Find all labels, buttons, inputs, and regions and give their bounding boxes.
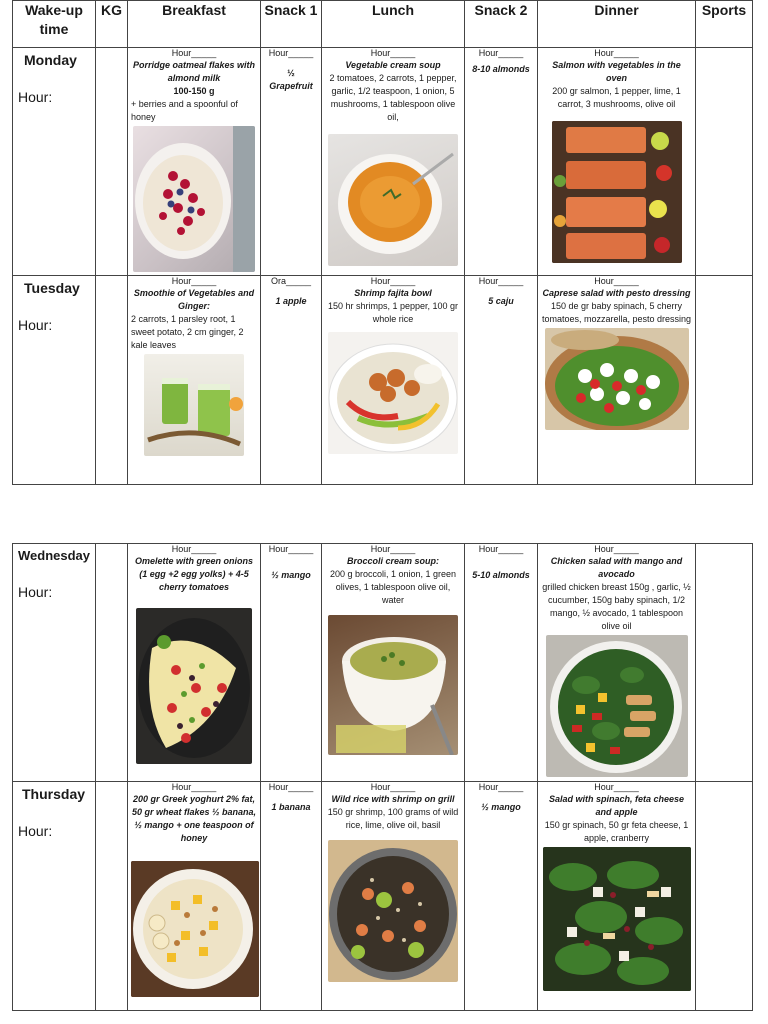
monday-sports-cell[interactable]	[696, 48, 753, 276]
snack-value: 1 banana	[271, 802, 311, 812]
header-snack1: Snack 1	[261, 1, 322, 48]
snack-value: 8-10 almonds	[472, 64, 530, 74]
tuesday-lunch-cell[interactable]	[322, 276, 465, 485]
wednesday-snack1-cell[interactable]	[261, 544, 322, 782]
row-wednesday	[13, 544, 753, 782]
header-wakeup: Wake-up time	[13, 1, 96, 48]
snack-value: 5 caju	[488, 296, 514, 306]
meal-title: Omelette with green onions (1 egg +2 egg yolks) + 4-5 cherry tomatoes	[134, 556, 253, 592]
monday-day-cell[interactable]	[13, 48, 96, 276]
green-smoothie-photo	[144, 354, 244, 456]
day-name: Monday	[24, 52, 77, 68]
hour-blank: Hour_____	[370, 48, 416, 58]
meal-desc: 2 carrots, 1 parsley root, 1 sweet potato, 2 cm ginger, 2 kale leaves	[131, 314, 244, 350]
wednesday-dinner-cell[interactable]	[538, 544, 696, 782]
meal-title: Caprese salad with pesto dressing	[542, 288, 691, 298]
spinach-feta-apple-salad-photo	[543, 847, 691, 991]
day-name: Wednesday	[18, 548, 91, 563]
meal-title: Salad with spinach, feta cheese and apple	[548, 794, 685, 817]
hour-blank: Hour_____	[268, 782, 314, 792]
meal-desc: 200 g broccoli, 1 onion, 1 green olives, 1 tablespoon olive oil, water	[329, 569, 457, 605]
meal-title: Salmon with vegetables in the oven	[552, 60, 681, 83]
row-monday	[13, 48, 753, 276]
wakeup-hour-label: Hour:	[18, 584, 53, 600]
omelette-photo	[136, 608, 252, 764]
monday-lunch-cell[interactable]	[322, 48, 465, 276]
caprese-salad-photo	[545, 328, 689, 430]
hour-blank: Hour_____	[478, 276, 524, 286]
tuesday-snack2-cell[interactable]	[465, 276, 538, 485]
tuesday-day-cell[interactable]	[13, 276, 96, 485]
snack-value: 1 apple	[275, 296, 307, 306]
salmon-vegetables-photo	[552, 121, 682, 263]
hour-blank: Hour_____	[594, 276, 639, 286]
meal-title: Shrimp fajita bowl	[354, 288, 432, 298]
hour-blank: Hour_____	[478, 48, 524, 58]
header-lunch: Lunch	[322, 1, 465, 48]
header-kg: KG	[96, 1, 128, 48]
thursday-kg-cell[interactable]	[96, 782, 128, 1011]
snack-value: ½ mango	[271, 570, 311, 580]
thursday-day-cell[interactable]	[13, 782, 96, 1011]
wednesday-snack2-cell[interactable]	[465, 544, 538, 782]
header-breakfast: Breakfast	[128, 1, 261, 48]
hour-blank: Hour_____	[594, 544, 639, 554]
thursday-snack1-cell[interactable]	[261, 782, 322, 1011]
meal-desc: 150 hr shrimps, 1 pepper, 100 gr whole rice	[327, 301, 459, 324]
header-row	[13, 1, 753, 48]
shrimp-fajita-bowl-photo	[328, 332, 458, 454]
row-tuesday	[13, 276, 753, 485]
hour-blank: Hour_____	[478, 782, 524, 792]
snack-value: 5-10 almonds	[472, 570, 530, 580]
wednesday-kg-cell[interactable]	[96, 544, 128, 782]
monday-breakfast-cell[interactable]	[128, 48, 261, 276]
hour-blank: Hour_____	[268, 48, 314, 58]
monday-snack1-cell[interactable]	[261, 48, 322, 276]
meal-title: Wild rice with shrimp on grill	[331, 794, 455, 804]
meal-title: Broccoli cream soup:	[346, 556, 440, 566]
hour-blank: Hour_____	[171, 544, 217, 554]
row-thursday	[13, 782, 753, 1011]
thursday-lunch-cell[interactable]	[322, 782, 465, 1011]
wednesday-lunch-cell[interactable]	[322, 544, 465, 782]
tuesday-dinner-cell[interactable]	[538, 276, 696, 485]
chicken-mango-salad-photo	[546, 635, 688, 777]
hour-blank: Hour_____	[594, 782, 639, 792]
hour-blank: Hour_____	[370, 544, 416, 554]
snack-half: ½	[287, 68, 295, 78]
meal-desc: 150 de gr baby spinach, 5 cherry tomatoes, mozzarella, pesto dressing	[541, 301, 692, 324]
meal-desc: + berries and a spoonful of honey	[131, 99, 238, 122]
broccoli-soup-photo	[328, 615, 458, 755]
day-name: Tuesday	[24, 280, 80, 296]
tuesday-kg-cell[interactable]	[96, 276, 128, 485]
thursday-sports-cell[interactable]	[696, 782, 753, 1011]
hour-blank: Hour_____	[594, 48, 639, 58]
wakeup-hour-label: Hour:	[18, 317, 53, 333]
meal-plan-table-week-part-1	[12, 0, 753, 485]
meal-desc: 2 tomatoes, 2 carrots, 1 pepper, garlic, 1/2 teaspoon, 1 onion, 5 mushrooms, 1 tablespoon olive oil,	[329, 73, 457, 122]
hour-blank: Hour_____	[478, 544, 524, 554]
wednesday-day-cell[interactable]	[13, 544, 96, 782]
tuesday-snack1-cell[interactable]	[261, 276, 322, 485]
day-name: Thursday	[22, 786, 86, 802]
wednesday-breakfast-cell[interactable]	[128, 544, 261, 782]
wakeup-hour-label: Hour:	[18, 823, 53, 839]
hour-blank: Hour_____	[268, 544, 314, 554]
thursday-dinner-cell[interactable]	[538, 782, 696, 1011]
hour-blank: Hour_____	[171, 276, 217, 286]
meal-title: Vegetable cream soup	[345, 60, 441, 70]
meal-quantity: 100-150 g	[173, 86, 215, 96]
meal-desc: grilled chicken breast 150g , garlic, ½ cucumber, 150g baby spinach, 1/2 mango, ½ avocado, 1 tablespoon olive oil	[542, 582, 691, 631]
hour-blank: Hour_____	[370, 782, 416, 792]
vegetable-soup-photo	[328, 134, 458, 266]
monday-snack2-cell[interactable]	[465, 48, 538, 276]
ora-blank: Ora_____	[270, 276, 312, 286]
hour-blank: Hour_____	[171, 782, 217, 792]
monday-dinner-cell[interactable]	[538, 48, 696, 276]
header-sports: Sports	[696, 1, 753, 48]
monday-kg-cell[interactable]	[96, 48, 128, 276]
tuesday-breakfast-cell[interactable]	[128, 276, 261, 485]
hour-blank: Hour_____	[370, 276, 416, 286]
thursday-breakfast-cell[interactable]	[128, 782, 261, 1011]
meal-desc: 150 gr shrimp, 100 grams of wild rice, lime, olive oil, basil	[327, 807, 459, 830]
meal-title: Smoothie of Vegetables and Ginger:	[133, 288, 255, 311]
hour-blank: Hour_____	[171, 48, 217, 58]
porridge-berries-photo	[133, 126, 255, 272]
snack-value: Grapefruit	[269, 81, 313, 91]
thursday-snack2-cell[interactable]	[465, 782, 538, 1011]
meal-title: Porridge oatmeal flakes with almond milk	[132, 60, 256, 83]
wakeup-hour-label: Hour:	[18, 89, 53, 105]
header-snack2: Snack 2	[465, 1, 538, 48]
meal-plan-table-week-part-2	[12, 543, 753, 1011]
tuesday-sports-cell[interactable]	[696, 276, 753, 485]
wednesday-sports-cell[interactable]	[696, 544, 753, 782]
header-dinner: Dinner	[538, 1, 696, 48]
yoghurt-bowl-photo	[131, 861, 259, 997]
meal-desc: 150 gr spinach, 50 gr feta cheese, 1 apple, cranberry	[544, 820, 689, 843]
meal-title: 200 gr Greek yoghurt 2% fat, 50 gr wheat flakes ½ banana, ½ mango + one teaspoon of honey	[131, 794, 257, 843]
wild-rice-shrimp-photo	[328, 840, 458, 982]
meal-desc: 200 gr salmon, 1 pepper, lime, 1 carrot, 3 mushrooms, olive oil	[552, 86, 681, 109]
meal-title: Chicken salad with mango and avocado	[550, 556, 683, 579]
snack-value: ½ mango	[481, 802, 521, 812]
